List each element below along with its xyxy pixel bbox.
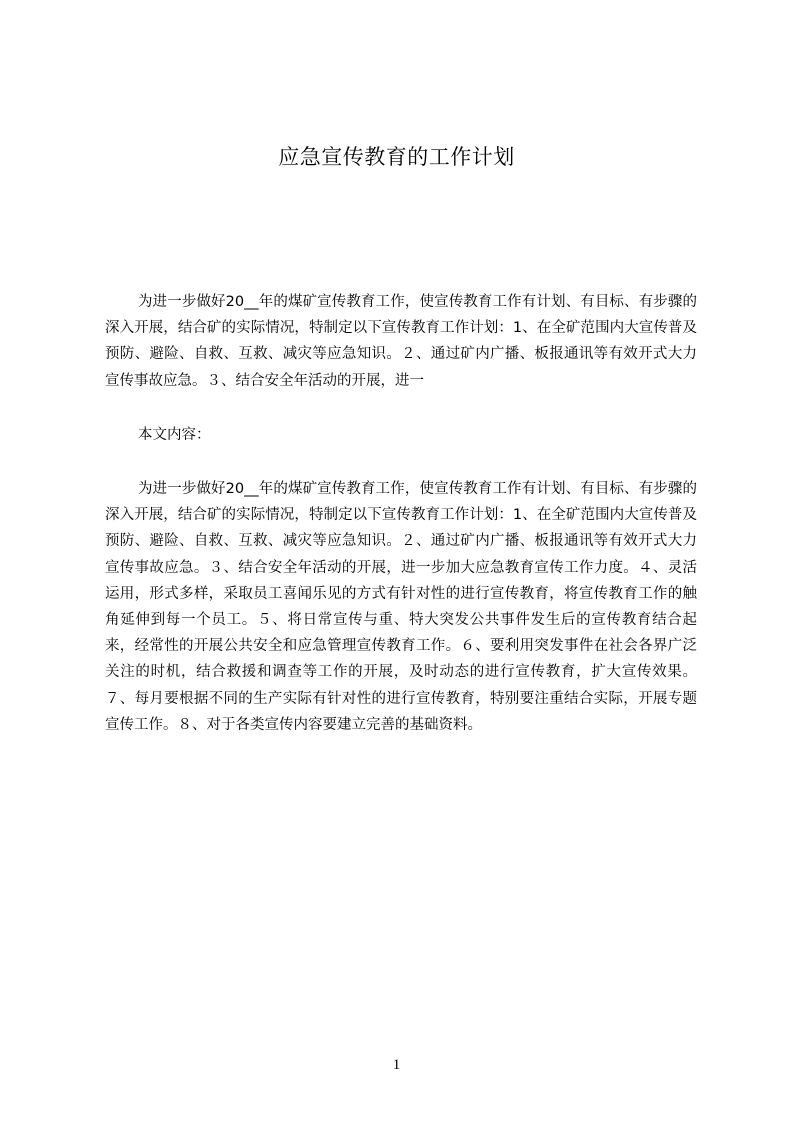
body-paragraph: 为进一步做好20__年的煤矿宣传教育工作，使宣传教育工作有计划、有目标、有步骤的深入开展，结合矿的实际情况，特制定以下宣传教育工作计划：1、在全矿范围内大宣传普及预防、避险、自救、互救、减灾等应急知识。２、通过矿内广播、板报通讯等有效开式大力宣传事故应急。３、结合安全年活动的开展，进一步加大应急教育宣传工作力度。４、灵活运用，形式多样，采取员工喜闻乐见的方式有针对性的进行宣传教育，将宣传教育工作的触角延伸到每一个员工。５、将日常宣传与重、特大突发公共事件发生后的宣传教育结合起来，经常性的开展公共安全和应急管理宣传教育工作。６、要利用突发事件在社会各界广泛关注的时机，结合救援和调查等工作的开展，及时动态的进行宣传教育，扩大宣传效果。７、每月要根据不同的生产实际有针对性的进行宣传教育，特别要注重结合实际，开展专题宣传工作。８、对于各类宣传内容要建立完善的基础资料。	[105, 481, 697, 733]
summary-paragraph: 为进一步做好20__年的煤矿宣传教育工作，使宣传教育工作有计划、有目标、有步骤的深入开展，结合矿的实际情况，特制定以下宣传教育工作计划：1、在全矿范围内大宣传普及预防、避险、自救、互救、减灾等应急知识。２、通过矿内广播、板报通讯等有效开式大力宣传事故应急。３、结合安全年活动的开展，进一	[105, 294, 697, 389]
document-title: 应急宣传教育的工作计划	[278, 145, 515, 169]
page-number: 1	[392, 1057, 401, 1073]
body-content-label: 本文内容：	[138, 427, 211, 443]
